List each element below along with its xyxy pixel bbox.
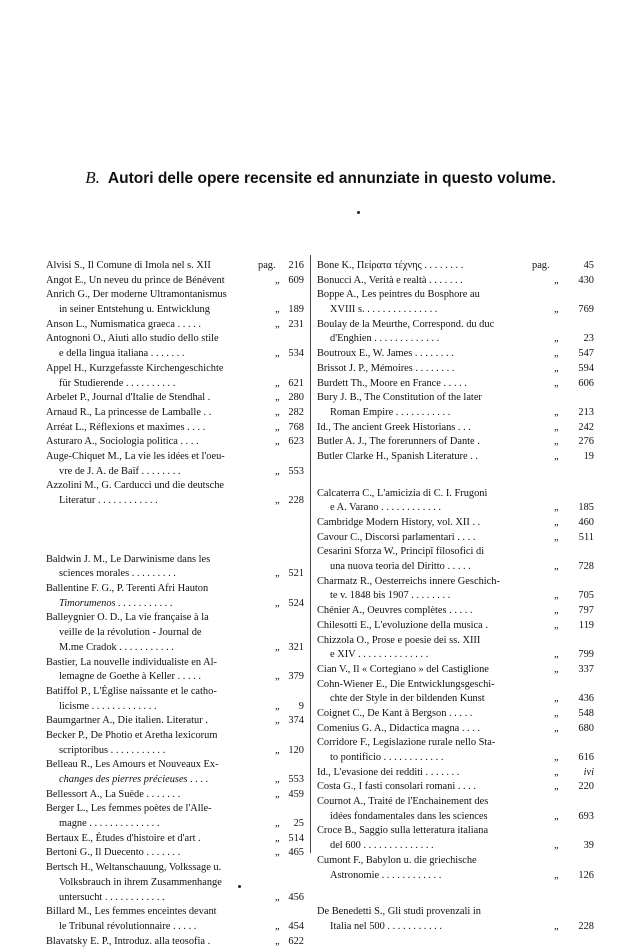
page-number: 228: [578, 920, 594, 932]
index-entry: [317, 318, 594, 333]
index-entry: [46, 318, 304, 333]
page-number: 456: [288, 891, 304, 903]
entry-text: Arbelet P., Journal d'Italie de Stendhal .: [46, 392, 211, 404]
index-entry: [317, 362, 594, 377]
section-letter: B.: [85, 168, 100, 187]
index-entry-continuation: [317, 810, 594, 825]
entry-text: Coignet C., De Kant à Bergson . . . . .: [317, 707, 473, 719]
entry-text: Cavour C., Discorsi parlamentari . . . .: [317, 531, 476, 543]
page-number: 524: [288, 597, 304, 609]
page-number: 185: [578, 502, 594, 514]
entry-text: Balleygnier O. D., La vie française à la: [46, 612, 209, 624]
entry-text: Italia nel 500 . . . . . . . . . . .: [330, 920, 442, 932]
entry-text: Bone K., Πείρατα τέχνης . . . . . . . .: [317, 260, 464, 271]
ditto-mark: „: [554, 707, 559, 719]
index-entry: [317, 795, 594, 810]
index-entry: [46, 421, 304, 436]
index-entry-continuation: [46, 597, 304, 612]
entry-text: Becker P., De Photio et Aretha lexicorum: [46, 729, 218, 741]
entry-text: Batiffol P., L'Église naissante et le catho-: [46, 685, 217, 697]
entry-text: scriptoribus . . . . . . . . . . .: [59, 744, 166, 756]
page-number: 680: [578, 722, 594, 734]
page-number: 622: [288, 935, 304, 947]
entry-text: Brissot J. P., Mémoires . . . . . . . .: [317, 362, 455, 374]
ditto-mark: „: [275, 377, 280, 389]
ditto-mark: „: [554, 722, 559, 734]
section-title: Autori delle opere recensite ed annunziate in questo volume.: [107, 170, 556, 187]
letter-gap: [46, 531, 304, 553]
column-divider: [310, 255, 311, 853]
page-number: 514: [288, 832, 304, 844]
ditto-mark: „: [554, 304, 559, 316]
index-entry-continuation: [46, 626, 304, 641]
entry-text: Croce B., Saggio sulla letteratura italiana: [317, 825, 489, 837]
page-number: 25: [293, 818, 304, 830]
index-entry: [46, 935, 304, 949]
page-number: 276: [578, 436, 594, 448]
ditto-mark: „: [275, 700, 280, 712]
entry-text: e XIV . . . . . . . . . . . . . .: [330, 649, 429, 661]
ditto-mark: „: [554, 693, 559, 705]
entry-text: in seiner Entstehung u. Entwicklung: [59, 304, 210, 316]
ditto-mark: „: [554, 810, 559, 822]
page-number: 459: [288, 788, 304, 800]
entry-text: del 600 . . . . . . . . . . . . . .: [330, 840, 434, 852]
entry-text: Anrich G., Der moderne Ultramontanismus: [46, 289, 227, 301]
index-entry: [46, 259, 304, 274]
index-entry: [317, 516, 594, 531]
page-number: 547: [578, 348, 594, 360]
page-number: 119: [578, 619, 594, 631]
entry-text: te v. 1848 bis 1907 . . . . . . . .: [330, 590, 451, 602]
index-entry: [317, 854, 594, 869]
index-entry: [317, 487, 594, 502]
ditto-mark: „: [275, 788, 280, 800]
page-number: 594: [578, 362, 594, 374]
ditto-mark: „: [275, 421, 280, 433]
ditto-mark: „: [275, 436, 280, 448]
page-number: 374: [288, 715, 304, 727]
entry-text: Butler A. J., The forerunners of Dante .: [317, 436, 480, 448]
page-number: 23: [583, 333, 594, 345]
page-number: 9: [298, 700, 304, 712]
index-entry: [317, 391, 594, 406]
entry-text: e A. Varano . . . . . . . . . . . .: [330, 502, 441, 514]
entry-text: Timorumenos . . . . . . . . . . .: [59, 597, 173, 609]
entry-text: Bonucci A., Verità e realtà . . . . . . .: [317, 274, 463, 286]
index-entry: [317, 634, 594, 649]
ditto-mark: „: [554, 920, 559, 932]
page-number: 120: [288, 744, 304, 756]
index-entry: [46, 685, 304, 700]
index-entry: [317, 780, 594, 795]
page-number: 39: [583, 840, 594, 852]
page-number: 797: [578, 605, 594, 617]
entry-text: Corridore F., Legislazione rurale nello Sta-: [317, 737, 496, 749]
page-number: 220: [578, 781, 594, 793]
ditto-mark: „: [554, 502, 559, 514]
index-entry: [317, 347, 594, 362]
entry-text: Comenius G. A., Didactica magna . . . .: [317, 722, 481, 734]
index-entry: [317, 707, 594, 722]
entry-text: Angot E., Un neveu du prince de Bénévent: [46, 274, 225, 286]
ditto-mark: „: [275, 392, 280, 404]
page-number: 216: [288, 260, 304, 271]
entry-text: Cambridge Modern History, vol. XII . .: [317, 517, 481, 528]
index-entry: [46, 802, 304, 817]
entry-text: Bertaux E., Études d'histoire et d'art .: [46, 832, 201, 844]
entry-text: Chilesotti E., L'evoluzione della musica .: [317, 619, 488, 631]
ditto-mark: „: [275, 274, 280, 286]
entry-text: Costa G., I fasti consolari romani . . . .: [317, 781, 477, 793]
entry-text: Ballentine F. G., P. Terenti Afri Hauton: [46, 583, 209, 595]
page-label: pag.: [532, 260, 550, 271]
entry-text: le Tribunal révolutionnaire . . . . .: [59, 920, 197, 932]
index-entry: [46, 391, 304, 406]
index-entry: [317, 905, 594, 920]
index-entry-continuation: [317, 501, 594, 516]
ditto-mark: „: [275, 641, 280, 653]
ditto-mark: „: [554, 605, 559, 617]
entry-text: Literatur . . . . . . . . . . . .: [59, 495, 158, 506]
index-entry: [317, 736, 594, 751]
ditto-mark: „: [554, 377, 559, 389]
entry-text: changes des pierres précieuses . . . .: [59, 774, 209, 785]
entry-text: Id., The ancient Greek Historians . . .: [317, 421, 471, 433]
index-entry: [46, 435, 304, 450]
entry-text: Bury J. B., The Constitution of the later: [317, 392, 482, 404]
page-number: 280: [288, 392, 304, 404]
entry-text: chte der Style in der bildenden Kunst: [330, 693, 485, 705]
entry-text: Chizzola O., Prose e poesie dei ss. XIII: [317, 634, 481, 646]
entry-text: vre de J. A. de Baïf . . . . . . . .: [59, 465, 181, 477]
index-entry: [46, 450, 304, 465]
index-entry-continuation: [46, 670, 304, 685]
entry-text: e della lingua italiana . . . . . . .: [59, 348, 185, 360]
entry-text: untersucht . . . . . . . . . . . .: [59, 891, 165, 903]
ditto-mark: „: [554, 781, 559, 793]
entry-text: Auge-Chiquet M., La vie les idées et l'oeu-: [46, 450, 225, 462]
index-column-left: [46, 259, 304, 949]
index-entry-continuation: [317, 303, 594, 318]
index-entry: [46, 332, 304, 347]
index-entry: [317, 274, 594, 289]
ditto-mark: „: [275, 597, 280, 609]
entry-text: Bellessort A., La Suède . . . . . . .: [46, 788, 181, 800]
index-entry: [46, 553, 304, 568]
index-entry: [317, 678, 594, 693]
entry-text: Billard M., Les femmes enceintes devant: [46, 906, 217, 918]
ditto-mark: „: [275, 935, 280, 947]
page-number: 705: [578, 590, 594, 602]
entry-text: Chénier A., Oeuvres complètes . . . . .: [317, 605, 473, 617]
page-number: 228: [288, 495, 304, 506]
entry-text: Calcaterra C., L'amicizia di C. I. Frugoni: [317, 487, 488, 499]
page-number: 768: [288, 421, 304, 433]
ditto-mark: „: [275, 832, 280, 844]
page-number: 460: [578, 517, 594, 528]
index-entry: [317, 531, 594, 546]
ditto-mark: „: [275, 465, 280, 477]
ditto-mark: „: [275, 318, 280, 330]
page-number: 321: [288, 641, 304, 653]
letter-gap: [46, 509, 304, 531]
entry-text: Asturaro A., Sociologia politica . . . .: [46, 436, 199, 448]
page-number: 454: [288, 920, 304, 932]
ditto-mark: „: [275, 304, 280, 316]
entry-text: Cesarini Sforza W., Principî filosofici di: [317, 546, 485, 558]
entry-text: Bertsch H., Weltanschauung, Volkssage u.: [46, 862, 222, 874]
entry-text: Cournot A., Traité de l'Enchainement des: [317, 796, 489, 808]
page-number: 621: [288, 377, 304, 389]
entry-text: Azzolini M., G. Carducci und die deutsche: [46, 480, 225, 492]
ditto-mark: „: [554, 590, 559, 602]
page-number: 19: [583, 450, 594, 462]
index-entry: [317, 575, 594, 590]
index-entry: [317, 288, 594, 303]
page-number: 799: [578, 649, 594, 661]
entry-text: veille de la révolution - Journal de: [59, 627, 202, 639]
index-entry: [46, 611, 304, 626]
ditto-mark: „: [554, 517, 559, 528]
page-number: 213: [578, 406, 594, 418]
index-entry-continuation: [46, 303, 304, 318]
entry-text: Berger L., Les femmes poètes de l'Alle-: [46, 803, 212, 815]
entry-text: Anson L., Numismatica graeca . . . . .: [46, 318, 201, 330]
ditto-mark: „: [275, 348, 280, 360]
index-entry-continuation: [317, 332, 594, 347]
ditto-mark: „: [275, 744, 280, 756]
index-entry: [46, 362, 304, 377]
letter-gap: [317, 465, 594, 487]
ditto-mark: „: [554, 531, 559, 543]
index-entry-continuation: [46, 641, 304, 656]
index-entry: [317, 421, 594, 436]
index-entry: [317, 619, 594, 634]
index-entry-continuation: [46, 377, 304, 392]
page-number: 693: [578, 810, 594, 822]
page-number: 337: [578, 663, 594, 675]
index-entry: [46, 846, 304, 861]
entry-text: Arnaud R., La princesse de Lamballe . .: [46, 406, 212, 418]
page-number: 231: [288, 318, 304, 330]
entry-text: De Benedetti S., Gli studi provenzali in: [317, 906, 481, 918]
index-entry: [46, 406, 304, 421]
ditto-mark: „: [554, 752, 559, 763]
index-entry: [317, 766, 594, 781]
index-entry-continuation: [46, 700, 304, 715]
index-entry: [317, 435, 594, 450]
index-entry: [46, 788, 304, 803]
page-number: ivi: [583, 766, 594, 778]
ditto-mark: „: [275, 891, 280, 903]
index-entry-continuation: [46, 494, 304, 509]
ditto-mark: „: [554, 333, 559, 345]
ditto-mark: „: [554, 619, 559, 631]
entry-text: d'Enghien . . . . . . . . . . . . .: [330, 333, 440, 345]
ditto-mark: „: [554, 362, 559, 374]
entry-text: lemagne de Goethe à Keller . . . . .: [59, 671, 201, 683]
index-entry-continuation: [317, 920, 594, 935]
ditto-mark: „: [554, 766, 559, 778]
ditto-mark: „: [554, 649, 559, 661]
index-entry-continuation: [46, 567, 304, 582]
index-entry-continuation: [46, 920, 304, 935]
ditto-mark: „: [275, 818, 280, 830]
ditto-mark: „: [275, 920, 280, 932]
ditto-mark: „: [275, 774, 280, 785]
index-entry: [317, 663, 594, 678]
page-number: 769: [578, 304, 594, 316]
entry-text: Cohn-Wiener E., Die Entwicklungsgeschi-: [317, 678, 495, 690]
ditto-mark: „: [275, 406, 280, 418]
index-entry: [46, 729, 304, 744]
index-entry-continuation: [317, 869, 594, 884]
entry-text: Antognoni O., Aiuti allo studio dello stile: [46, 333, 219, 345]
ditto-mark: „: [554, 274, 559, 286]
entry-text: Volksbrauch in ihrem Zusammenhange: [59, 876, 222, 888]
index-entry-continuation: [46, 773, 304, 788]
index-entry: [46, 714, 304, 729]
ditto-mark: „: [554, 450, 559, 462]
page-number: 189: [288, 304, 304, 316]
index-entry-continuation: [317, 406, 594, 421]
entry-text: to pontificio . . . . . . . . . . . .: [330, 752, 444, 763]
page-number: 616: [578, 752, 594, 763]
index-entry: [317, 824, 594, 839]
ditto-mark: „: [275, 495, 280, 506]
entry-text: Charmatz R., Oesterreichs innere Geschich-: [317, 575, 500, 587]
page-number: 126: [578, 869, 594, 881]
index-entry-continuation: [317, 560, 594, 575]
index-entry-continuation: [46, 891, 304, 906]
index-entry: [317, 722, 594, 737]
page-number: 606: [578, 377, 594, 389]
entry-text: Boutroux E., W. James . . . . . . . .: [317, 348, 454, 360]
index-entry-continuation: [317, 648, 594, 663]
entry-text: idées fondamentales dans les sciences: [330, 810, 488, 822]
index-entry-continuation: [46, 817, 304, 832]
index-entry: [46, 274, 304, 289]
entry-text: una nuova teoria del Diritto . . . . .: [330, 561, 471, 573]
entry-text: Appel H., Kurzgefasste Kirchengeschichte: [46, 362, 224, 374]
index-entry-continuation: [46, 465, 304, 480]
index-entry: [46, 905, 304, 920]
index-column-right: [317, 259, 594, 935]
index-entry: [46, 288, 304, 303]
page-number: 553: [288, 465, 304, 477]
page-number: 521: [288, 568, 304, 580]
letter-gap: [317, 883, 594, 905]
entry-text: Boppe A., Les peintres du Bosphore au: [317, 289, 480, 301]
entry-text: Id., L'evasione dei redditi . . . . . . .: [317, 766, 460, 778]
page-number: 282: [288, 406, 304, 418]
page-number: 242: [578, 421, 594, 433]
index-entry: [317, 450, 594, 465]
ditto-mark: „: [554, 406, 559, 418]
entry-text: Cian V., Il « Cortegiano » del Castiglione: [317, 663, 489, 675]
index-entry-continuation: [317, 692, 594, 707]
entry-text: Alvisi S., Il Comune di Imola nel s. XII: [46, 260, 211, 271]
index-entry: [46, 656, 304, 671]
entry-text: M.me Cradok . . . . . . . . . . .: [59, 641, 174, 653]
section-heading: [0, 168, 641, 188]
index-entry-continuation: [46, 347, 304, 362]
entry-text: Roman Empire . . . . . . . . . . .: [330, 406, 451, 418]
entry-text: Boulay de la Meurthe, Correspond. du duc: [317, 318, 495, 330]
page-number: 534: [288, 348, 304, 360]
index-entry: [46, 758, 304, 773]
entry-text: sciences morales . . . . . . . . .: [59, 568, 176, 580]
ditto-mark: „: [554, 561, 559, 573]
entry-text: Baldwin J. M., Le Darwinisme dans les: [46, 553, 211, 565]
page-number: 728: [578, 561, 594, 573]
page-number: 436: [578, 693, 594, 705]
entry-text: magne . . . . . . . . . . . . . .: [59, 818, 160, 830]
index-entry: [46, 832, 304, 847]
ditto-mark: „: [554, 348, 559, 360]
index-entry-continuation: [317, 751, 594, 766]
entry-text: Burdett Th., Moore en France . . . . .: [317, 377, 467, 389]
index-entry-continuation: [317, 839, 594, 854]
page-number: 45: [583, 260, 594, 271]
index-entry: [317, 604, 594, 619]
page-number: 548: [578, 707, 594, 719]
ditto-mark: „: [275, 568, 280, 580]
ditto-mark: „: [554, 436, 559, 448]
entry-text: Blavatsky E. P., Introduz. alla teosofia .: [46, 935, 211, 947]
entry-text: für Studierende . . . . . . . . . .: [59, 377, 176, 389]
entry-text: Bastier, La nouvelle individualiste en Al-: [46, 656, 217, 668]
index-entry-continuation: [46, 876, 304, 891]
entry-text: Astronomie . . . . . . . . . . . .: [330, 869, 442, 881]
entry-text: Arréat L., Réflexions et maximes . . . .: [46, 421, 206, 433]
ornament-dot: [357, 211, 360, 214]
index-entry-continuation: [46, 744, 304, 759]
index-entry: [317, 259, 594, 274]
ditto-mark: „: [275, 671, 280, 683]
ditto-mark: „: [275, 847, 280, 859]
entry-text: XVIII s. . . . . . . . . . . . . . .: [330, 304, 438, 316]
page-number: 465: [288, 847, 304, 859]
entry-text: Belleau R., Les Amours et Nouveaux Ex-: [46, 759, 219, 771]
index-entry-continuation: [317, 589, 594, 604]
ditto-mark: „: [554, 840, 559, 852]
entry-text: Baumgartner A., Die italien. Literatur .: [46, 715, 208, 727]
page-number: 553: [288, 774, 304, 785]
page-label: pag.: [258, 260, 276, 271]
index-entry: [317, 377, 594, 392]
ditto-mark: „: [554, 663, 559, 675]
page-number: 379: [288, 671, 304, 683]
entry-text: Bertoni G., Il Duecento . . . . . . .: [46, 847, 181, 859]
page-number: 609: [288, 274, 304, 286]
index-entry: [317, 545, 594, 560]
page-number: 430: [578, 274, 594, 286]
page-number: 511: [578, 531, 594, 543]
index-entry: [46, 582, 304, 597]
index-entry: [46, 861, 304, 876]
index-entry: [46, 479, 304, 494]
entry-text: Cumont F., Babylon u. die griechische: [317, 854, 477, 866]
entry-text: Butler Clarke H., Spanish Literature . .: [317, 450, 479, 462]
ditto-mark: „: [554, 421, 559, 433]
ditto-mark: „: [275, 715, 280, 727]
page-number: 623: [288, 436, 304, 448]
entry-text: licisme . . . . . . . . . . . . .: [59, 700, 157, 712]
ditto-mark: „: [554, 869, 559, 881]
